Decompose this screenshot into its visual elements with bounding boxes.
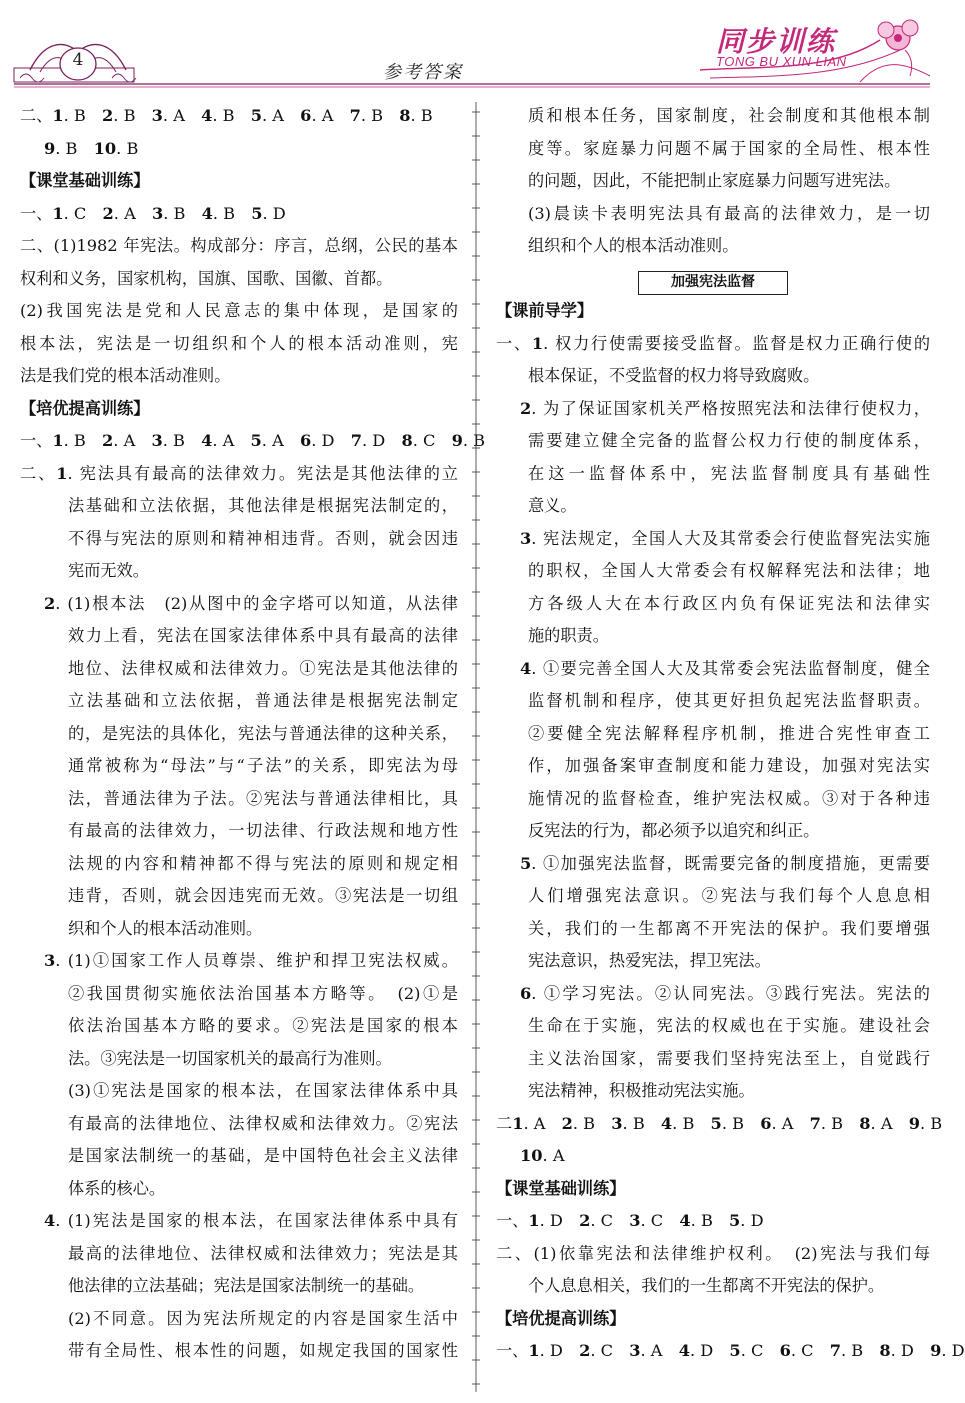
section-heading: 【课堂基础训练】: [20, 171, 150, 190]
answer-line: 生命在于实施，宪法的权威也在于实施。建设社会: [528, 1016, 930, 1035]
answer-line: 有最高的法律效力，一切法律、行政法规和地方性: [68, 821, 458, 840]
answer-line: 6. ①学习宪法。②认同宪法。③践行宪法。宪法的: [520, 983, 930, 1003]
answer-line: 法，普通法律为子法。②宪法与普通法律相比，具: [68, 788, 458, 808]
page-number: 4: [72, 50, 84, 70]
answer-line: 带有全局性、根本性的问题，如规定我国的国家性: [68, 1341, 458, 1360]
answer-line: 他法律的立法基础；宪法是国家法制统一的基础。: [68, 1276, 425, 1295]
answer-line: 立法基础和立法依据，普通法律是根据宪法制定: [68, 691, 458, 710]
answer-line: (2)我国宪法是党和人民意志的集中体现，是国家的: [20, 301, 458, 320]
answer-line: 宪法精神，积极推动宪法实施。: [528, 1081, 755, 1100]
answer-line: 二1. A 2. B 3. B 4. B 5. B 6. A 7. B 8. A 9. B: [496, 1113, 943, 1133]
answer-line: 依法治国基本方略的要求。②宪法是国家的根本: [68, 1016, 458, 1035]
answer-line: 5. ①加强宪法监督，既需要完备的制度措施，更需要: [520, 853, 930, 873]
answer-line: 的问题，因此，不能把制止家庭暴力问题写进宪法。: [528, 171, 901, 190]
answer-line: 监督机制和程序，使其更好担负起宪法监督职责。: [528, 691, 930, 710]
answer-line: 二、1. 宪法具有最高的法律效力。宪法是其他法律的立: [20, 463, 458, 483]
answer-line: 2. 为了保证国家机关严格按照宪法和法律行使权力，: [520, 398, 930, 418]
answer-line: 法基础和立法依据，其他法律是根据宪法制定的，: [68, 496, 458, 515]
answer-line: 违背，否则，就会因违宪而无效。③宪法是一切组: [68, 886, 458, 905]
answer-line: 主义法治国家，需要我们坚持宪法至上，自觉践行: [528, 1048, 930, 1068]
answer-line: 根本保证，不受监督的权力将导致腐败。: [528, 366, 820, 385]
answer-line: 二、(1)1982 年宪法。构成部分：序言，总纲，公民的基本: [20, 236, 458, 255]
answer-line: 根本法，宪法是一切组织和个人的根本活动准则，宪: [20, 333, 458, 353]
answer-line: 宪法意识，热爱宪法，捍卫宪法。: [528, 951, 771, 970]
answer-line: 一、1. B 2. A 3. B 4. A 5. A 6. D 7. D 8. C 9. B: [20, 431, 486, 450]
answer-line: 施的职责。: [528, 626, 609, 645]
answer-line: (3)①宪法是国家的根本法，在国家法律体系中具: [68, 1081, 458, 1100]
answer-line: 有最高的法律地位、法律权威和法律效力。②宪法: [68, 1113, 458, 1133]
answer-line: 宪而无效。: [68, 561, 149, 580]
answer-line: 反宪法的行为，都必须予以追究和纠正。: [528, 821, 820, 840]
answer-line: 度等。家庭暴力问题不属于国家的全局性、根本性: [528, 138, 930, 158]
answer-line: 9. B 10. B: [44, 138, 139, 158]
answer-line: 关，我们的一生都离不开宪法的保护。我们要增强: [528, 918, 930, 938]
left-column: [20, 100, 486, 1368]
answer-line: 是国家法制统一的基础，是中国特色社会主义法律: [68, 1146, 458, 1165]
answer-line: 最高的法律地位、法律权威和法律效力；宪法是其: [68, 1243, 458, 1263]
answer-line: (2)不同意。因为宪法所规定的内容是国家生活中: [68, 1308, 458, 1328]
answer-line: 质和根本任务，国家制度，社会制度和其他根本制: [528, 106, 930, 125]
answer-line: 10. A: [520, 1146, 565, 1165]
answer-line: 一、1. C 2. A 3. B 4. B 5. D: [20, 203, 286, 223]
right-column: [496, 100, 965, 1368]
answer-line: 织和个人的根本活动准则。: [68, 918, 263, 938]
answer-line: 2. (1)根本法 (2)从图中的金字塔可以知道，从法律: [44, 593, 458, 613]
answer-line: 作，加强备案审查制度和能力建设，加强对宪法实: [528, 756, 930, 775]
section-heading: 【培优提高训练】: [20, 398, 150, 418]
answer-line: 一、1. D 2. C 3. C 4. B 5. D: [496, 1211, 764, 1230]
answer-line: (3)晨读卡表明宪法具有最高的法律效力，是一切: [528, 203, 930, 223]
answer-line: 法。③宪法是一切国家机关的最高行为准则。: [68, 1048, 392, 1068]
answer-line: 地位、法律权威和法律效力。①宪法是其他法律的: [68, 658, 458, 678]
section-heading: 【培优提高训练】: [496, 1308, 626, 1328]
answer-line: 4. (1)宪法是国家的根本法，在国家法律体系中具有: [44, 1211, 458, 1230]
answer-line: 二、(1)依靠宪法和法律维护权利。 (2)宪法与我们每: [496, 1243, 930, 1263]
answer-line: 体系的核心。: [68, 1178, 166, 1198]
answer-line: 个人息息相关，我们的一生都离不开宪法的保护。: [528, 1276, 885, 1295]
answer-line: 组织和个人的根本活动准则。: [528, 236, 739, 255]
answer-line: 不得与宪法的原则和精神相违背。否则，就会因违: [68, 528, 458, 548]
answer-line: 二、1. B 2. B 3. A 4. B 5. A 6. A 7. B 8. B: [20, 106, 433, 125]
answer-line: 效力上看，宪法在国家法律体系中具有最高的法律: [68, 626, 458, 645]
answer-line: 4. ①要完善全国人大及其常委会宪法监督制度，健全: [520, 658, 930, 678]
answer-line: 法规的内容和精神都不得与宪法的原则和规定相: [68, 853, 458, 873]
answer-line: 人们增强宪法意识。②宪法与我们每个人息息相: [528, 886, 930, 905]
answer-line: 的，是宪法的具体化，宪法与普通法律的这种关系，: [68, 723, 458, 743]
section-title-box: 加强宪法监督: [638, 271, 788, 295]
answer-line: 在这一监督体系中，宪法监督制度具有基础性: [528, 463, 930, 483]
brand-title: 同步训练: [716, 25, 837, 58]
answer-line: 一、1. D 2. C 3. A 4. D 5. C 6. C 7. B 8. D 9. D: [496, 1341, 965, 1360]
answer-line: ②要健全宪法解释程序机制，推进合宪性审查工: [528, 723, 930, 743]
answer-line: 方各级人大在本行政区内负有保证宪法和法律实: [528, 593, 930, 613]
answer-line: 法是我们党的根本活动准则。: [20, 366, 231, 385]
column-divider: [470, 102, 482, 1392]
answer-line: 通常被称为“母法”与“子法”的关系，即宪法为母: [68, 756, 458, 775]
answer-line: 需要建立健全完备的监督公权力行使的制度体系，: [528, 431, 930, 450]
answer-line: ②我国贯彻实施依法治国基本方略等。 (2)①是: [68, 983, 459, 1003]
header-title: 参考答案: [383, 62, 463, 83]
answer-line: 权利和义务，国家机构，国旗、国歌、国徽、首都。: [20, 268, 393, 288]
answer-line: 施情况的监督检查，维护宪法权威。③对于各种违: [528, 788, 930, 808]
answer-line: 一、1. 权力行使需要接受监督。监督是权力正确行使的: [496, 333, 931, 353]
brand-pinyin: TONG BU XUN LIAN: [716, 54, 847, 69]
answer-line: 3. (1)①国家工作人员尊崇、维护和捍卫宪法权威。: [44, 951, 458, 970]
section-title-wrap: [496, 263, 930, 296]
section-heading: 【课堂基础训练】: [496, 1178, 626, 1198]
section-heading: 【课前导学】: [496, 301, 594, 320]
answer-line: 意义。: [528, 496, 577, 515]
answer-line: 3. 宪法规定，全国人大及其常委会行使监督宪法实施: [520, 528, 930, 548]
answer-line: 的职权，全国人大常委会有权解释宪法和法律；地: [528, 561, 930, 580]
page-header: [0, 0, 946, 100]
